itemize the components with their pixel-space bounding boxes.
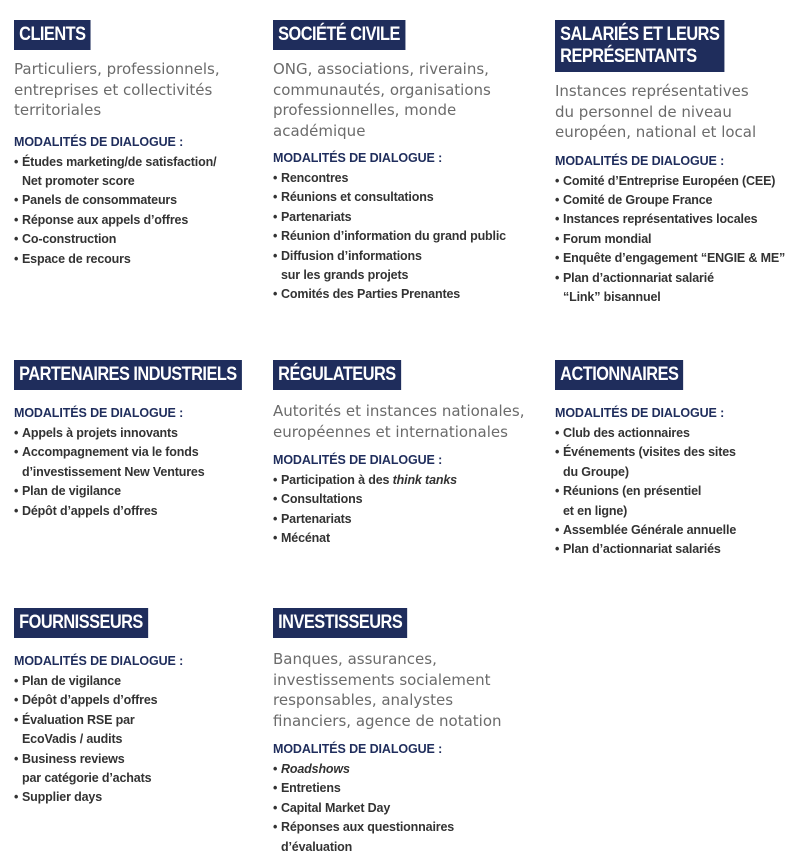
card-description: Autorités et instances nationales, européennes et internationales <box>273 402 525 441</box>
list-item: • Événements (visites des sites du Groupe) <box>555 445 736 479</box>
list-item: • Business reviews par catégorie d’achats <box>14 751 152 786</box>
card-title: SALARIÉS ET LEURS REPRÉSENTANTS <box>555 20 725 72</box>
list-item: • Panels de consommateurs <box>14 193 177 208</box>
card-description: Instances représentatives du personnel de niveau européen, national et local <box>555 82 757 141</box>
list-item: • Dépôt d’appels d’offres <box>14 503 158 518</box>
list-item: • Plan de vigilance <box>14 484 121 499</box>
card-societe-civile <box>273 20 528 305</box>
list-item: • Plan de vigilance <box>14 674 121 688</box>
list-item: • Réunions (en présentiel et en ligne) <box>555 484 702 518</box>
dialogue-list <box>14 153 269 269</box>
dialogue-heading: MODALITÉS DE DIALOGUE : <box>555 406 725 420</box>
dialogue-heading: MODALITÉS DE DIALOGUE : <box>14 134 184 149</box>
list-item: • Réponses aux questionnaires d’évaluation <box>273 820 455 854</box>
list-item: • Comité de Groupe France <box>555 192 713 207</box>
dialogue-list <box>14 672 269 808</box>
list-item: • Réunion d’information du grand public <box>273 229 506 244</box>
list-item: • Participation à des think tanks <box>273 473 457 487</box>
card-clients <box>14 20 269 269</box>
card-salaries <box>555 20 805 307</box>
dialogue-list <box>273 471 543 549</box>
dialogue-heading: MODALITÉS DE DIALOGUE : <box>555 153 725 168</box>
list-item: • Réunions et consultations <box>273 190 434 205</box>
dialogue-list <box>555 172 805 308</box>
list-item: • Supplier days <box>14 790 103 805</box>
dialogue-heading: MODALITÉS DE DIALOGUE : <box>14 654 184 668</box>
list-item: • Co-construction <box>14 232 117 247</box>
list-item: • Consultations <box>273 492 363 507</box>
card-title: CLIENTS <box>14 20 91 50</box>
list-item: • Évaluation RSE par EcoVadis / audits <box>14 712 135 747</box>
list-item: • Instances représentatives locales <box>555 212 758 227</box>
list-item: • Partenariats <box>273 209 352 224</box>
dialogue-list <box>273 169 528 305</box>
list-item: • Appels à projets innovants <box>14 426 178 440</box>
dialogue-list <box>14 424 269 521</box>
card-title: RÉGULATEURS <box>273 360 401 390</box>
list-item: • Comités des Parties Prenantes <box>273 287 461 302</box>
list-item: • Diffusion d’informations sur les grands projets <box>273 248 422 283</box>
list-item: • Mécénat <box>273 531 330 546</box>
list-item: • Plan d’actionnariat salarié “Link” bisannuel <box>555 270 714 304</box>
card-regulateurs <box>273 360 543 549</box>
dialogue-heading: MODALITÉS DE DIALOGUE : <box>14 406 184 420</box>
card-title: INVESTISSEURS <box>273 608 407 638</box>
card-fournisseurs <box>14 608 269 808</box>
dialogue-heading: MODALITÉS DE DIALOGUE : <box>273 453 443 467</box>
list-item: • Partenariats <box>273 511 352 526</box>
list-item: • Plan d’actionnariat salariés <box>555 542 721 557</box>
list-item: • Entretiens <box>273 781 341 796</box>
card-partenaires-industriels <box>14 360 269 521</box>
dialogue-heading: MODALITÉS DE DIALOGUE : <box>273 742 443 756</box>
list-item: • Assemblée Générale annuelle <box>555 523 737 538</box>
list-item: • Club des actionnaires <box>555 426 690 440</box>
card-description: Banques, assurances, investissements socialement responsables, analystes financiers, agence de notation <box>273 650 502 730</box>
dialogue-heading: MODALITÉS DE DIALOGUE : <box>273 151 443 165</box>
list-item: • Accompagnement via le fonds d’investissement New Ventures <box>14 445 205 479</box>
dialogue-list <box>555 424 805 560</box>
list-item: • Études marketing/de satisfaction/ Net promoter score <box>14 154 217 188</box>
list-item: • Rencontres <box>273 171 349 185</box>
list-item: • Roadshows <box>273 762 350 776</box>
card-investisseurs <box>273 608 528 857</box>
dialogue-list <box>273 760 528 857</box>
card-title: PARTENAIRES INDUSTRIELS <box>14 360 242 390</box>
list-item: • Enquête d’engagement “ENGIE & ME” <box>555 251 786 266</box>
card-title: ACTIONNAIRES <box>555 360 684 390</box>
list-item: • Forum mondial <box>555 231 652 246</box>
list-item: • Réponse aux appels d’offres <box>14 212 189 227</box>
card-actionnaires <box>555 360 805 560</box>
card-title: FOURNISSEURS <box>14 608 148 638</box>
list-item: • Capital Market Day <box>273 800 391 815</box>
list-item: • Espace de recours <box>14 251 131 266</box>
card-description: Particuliers, professionnels, entreprises et collectivités territoriales <box>14 60 220 119</box>
list-item: • Comité d’Entreprise Européen (CEE) <box>555 173 776 188</box>
card-description: ONG, associations, riverains, communautés, organisations professionnelles, monde académique <box>273 60 491 140</box>
list-item: • Dépôt d’appels d’offres <box>14 693 158 708</box>
card-title: SOCIÉTÉ CIVILE <box>273 20 405 50</box>
